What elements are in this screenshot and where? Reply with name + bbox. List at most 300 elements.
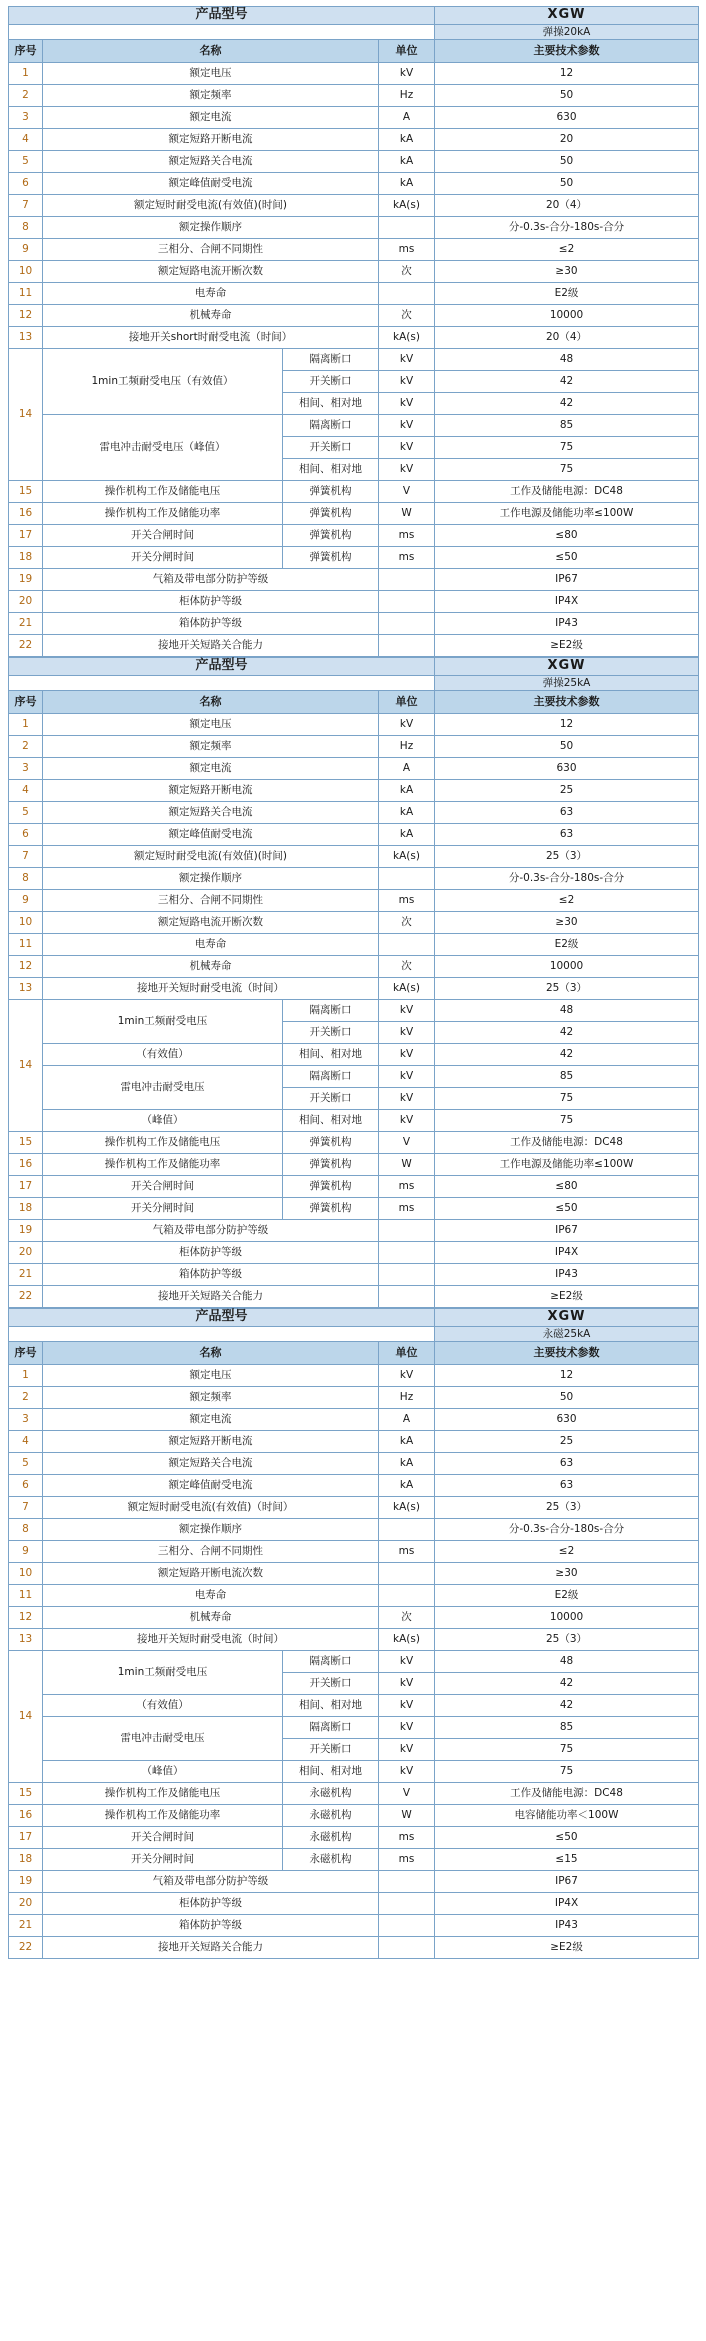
table-row	[9, 868, 699, 890]
group-sub-label: 隔离断口	[283, 1000, 379, 1022]
row-unit: kA	[379, 173, 435, 195]
row-unit: kA(s)	[379, 327, 435, 349]
row-no: 3	[9, 107, 43, 129]
row-sub-label: 永磁机构	[283, 1827, 379, 1849]
row-no: 6	[9, 824, 43, 846]
row-name: 操作机构工作及储能电压	[43, 1783, 283, 1805]
table-row	[9, 758, 699, 780]
table-row-group	[9, 1761, 699, 1783]
row-unit	[379, 591, 435, 613]
spec-table	[8, 1308, 699, 1959]
model-sub-header: 弹操25kA	[435, 675, 699, 690]
row-value: IP43	[435, 613, 699, 635]
table-row	[9, 956, 699, 978]
table-row	[9, 613, 699, 635]
row-no: 12	[9, 1607, 43, 1629]
row-unit: 次	[379, 1607, 435, 1629]
table-row	[9, 1541, 699, 1563]
table-row	[9, 591, 699, 613]
row-value: 85	[435, 1066, 699, 1088]
table-row	[9, 503, 699, 525]
row-unit: kV	[379, 1088, 435, 1110]
row-unit	[379, 283, 435, 305]
model-label-header: 产品型号	[9, 7, 435, 25]
row-value: 20	[435, 129, 699, 151]
row-no: 9	[9, 890, 43, 912]
row-name: 额定电流	[43, 758, 379, 780]
table-row	[9, 1607, 699, 1629]
table-row-group	[9, 1717, 699, 1739]
row-no: 4	[9, 1431, 43, 1453]
row-unit: ms	[379, 1849, 435, 1871]
row-no: 2	[9, 736, 43, 758]
row-unit: kV	[379, 63, 435, 85]
row-no: 13	[9, 327, 43, 349]
row-unit: kV	[379, 1651, 435, 1673]
row-no: 21	[9, 613, 43, 635]
row-name: 额定短时耐受电流(有效值)(时间)	[43, 195, 379, 217]
model-sub-blank	[9, 675, 435, 690]
row-value: 工作及储能电源：DC48	[435, 481, 699, 503]
table-row	[9, 1242, 699, 1264]
table-row	[9, 1805, 699, 1827]
row-value: ≤80	[435, 1176, 699, 1198]
table-row	[9, 283, 699, 305]
row-no: 16	[9, 1805, 43, 1827]
row-value: 工作及储能电源：DC48	[435, 1132, 699, 1154]
group-sub-label: 相间、相对地	[283, 459, 379, 481]
group-sub-label: 隔离断口	[283, 349, 379, 371]
table-column-header-row	[9, 1342, 699, 1365]
row-no: 6	[9, 173, 43, 195]
row-no: 17	[9, 525, 43, 547]
row-value: 42	[435, 371, 699, 393]
row-no: 10	[9, 912, 43, 934]
row-unit: Hz	[379, 85, 435, 107]
row-unit: kA(s)	[379, 195, 435, 217]
table-row-group	[9, 415, 699, 437]
row-value: 48	[435, 1000, 699, 1022]
row-unit: kA	[379, 129, 435, 151]
row-name: 额定操作顺序	[43, 868, 379, 890]
row-no: 22	[9, 1937, 43, 1959]
row-no: 21	[9, 1264, 43, 1286]
row-value: IP4X	[435, 591, 699, 613]
group-label: （峰值）	[43, 1761, 283, 1783]
row-name: 开关分闸时间	[43, 1849, 283, 1871]
model-label-header: 产品型号	[9, 1309, 435, 1327]
row-value: 63	[435, 1475, 699, 1497]
row-sub-label: 弹簧机构	[283, 525, 379, 547]
col-header-unit: 单位	[379, 40, 435, 63]
row-name: 额定短路开断电流次数	[43, 1563, 379, 1585]
row-value: 工作电源及储能功率≤100W	[435, 503, 699, 525]
row-no: 9	[9, 1541, 43, 1563]
table-row	[9, 1198, 699, 1220]
row-name: 三相分、合闸不同期性	[43, 890, 379, 912]
row-name: 接地开关短路关合能力	[43, 1937, 379, 1959]
row-no: 13	[9, 1629, 43, 1651]
row-no: 5	[9, 151, 43, 173]
row-name: 额定电流	[43, 107, 379, 129]
table-row	[9, 1497, 699, 1519]
model-sub-blank	[9, 24, 435, 39]
model-name-header: XGW	[435, 1309, 699, 1327]
group-label: 1min工频耐受电压	[43, 1651, 283, 1695]
table-row	[9, 1629, 699, 1651]
table-row	[9, 173, 699, 195]
row-value: 12	[435, 714, 699, 736]
row-no: 12	[9, 956, 43, 978]
row-name: 额定峰值耐受电流	[43, 1475, 379, 1497]
row-no: 7	[9, 1497, 43, 1519]
row-unit: kV	[379, 415, 435, 437]
row-value: ≤2	[435, 239, 699, 261]
row-unit: kV	[379, 437, 435, 459]
row-value: 42	[435, 393, 699, 415]
row-no: 1	[9, 714, 43, 736]
table-row	[9, 1849, 699, 1871]
row-unit: kV	[379, 1739, 435, 1761]
row-value: IP67	[435, 1220, 699, 1242]
table-row	[9, 481, 699, 503]
table-row	[9, 1871, 699, 1893]
row-value: ≤50	[435, 547, 699, 569]
row-unit: kV	[379, 459, 435, 481]
table-row	[9, 934, 699, 956]
row-value: E2级	[435, 1585, 699, 1607]
row-unit	[379, 868, 435, 890]
model-sub-header: 永磁25kA	[435, 1326, 699, 1341]
table-row	[9, 1783, 699, 1805]
row-value: 75	[435, 437, 699, 459]
row-no: 8	[9, 217, 43, 239]
row-value: 75	[435, 459, 699, 481]
table-row	[9, 1132, 699, 1154]
row-value: ≤80	[435, 525, 699, 547]
row-value: 42	[435, 1695, 699, 1717]
row-value: ≤2	[435, 890, 699, 912]
table-row	[9, 736, 699, 758]
model-sub-blank	[9, 1326, 435, 1341]
row-sub-label: 弹簧机构	[283, 503, 379, 525]
group-sub-label: 隔离断口	[283, 415, 379, 437]
row-sub-label: 弹簧机构	[283, 1198, 379, 1220]
row-no: 11	[9, 1585, 43, 1607]
row-value: 25	[435, 1431, 699, 1453]
row-unit: kV	[379, 1673, 435, 1695]
row-name: 柜体防护等级	[43, 1893, 379, 1915]
group-label: 雷电冲击耐受电压（峰值）	[43, 415, 283, 481]
table-row	[9, 327, 699, 349]
col-header-name: 名称	[43, 691, 379, 714]
row-value: IP67	[435, 1871, 699, 1893]
row-value: 分-0.3s-合分-180s-合分	[435, 868, 699, 890]
row-no: 17	[9, 1827, 43, 1849]
row-unit: A	[379, 107, 435, 129]
row-no: 18	[9, 1198, 43, 1220]
row-name: 箱体防护等级	[43, 1264, 379, 1286]
row-name: 接地开关短路关合能力	[43, 1286, 379, 1308]
row-unit	[379, 569, 435, 591]
table-header-submodel-row	[9, 1326, 699, 1341]
row-no: 14	[9, 1000, 43, 1132]
row-name: 额定短时耐受电流(有效值)(时间)	[43, 846, 379, 868]
row-unit: kV	[379, 349, 435, 371]
row-value: IP43	[435, 1915, 699, 1937]
row-no: 7	[9, 195, 43, 217]
group-sub-label: 开关断口	[283, 1088, 379, 1110]
table-row	[9, 1475, 699, 1497]
row-value: ≥E2级	[435, 635, 699, 657]
row-no: 22	[9, 635, 43, 657]
group-sub-label: 开关断口	[283, 437, 379, 459]
table-header-model-row	[9, 7, 699, 25]
group-sub-label: 开关断口	[283, 1022, 379, 1044]
spec-table	[8, 657, 699, 1308]
table-header-submodel-row	[9, 24, 699, 39]
row-unit: ms	[379, 1198, 435, 1220]
group-sub-label: 开关断口	[283, 1739, 379, 1761]
row-unit: kV	[379, 1365, 435, 1387]
row-value: 75	[435, 1739, 699, 1761]
row-value: 85	[435, 415, 699, 437]
row-unit	[379, 635, 435, 657]
row-unit: kA(s)	[379, 978, 435, 1000]
row-value: 50	[435, 173, 699, 195]
table-row	[9, 1286, 699, 1308]
row-no: 9	[9, 239, 43, 261]
row-unit	[379, 1893, 435, 1915]
row-no: 1	[9, 63, 43, 85]
row-sub-label: 永磁机构	[283, 1849, 379, 1871]
row-no: 22	[9, 1286, 43, 1308]
col-header-no: 序号	[9, 1342, 43, 1365]
row-name: 接地开关short时耐受电流（时间）	[43, 327, 379, 349]
row-unit: kA	[379, 1453, 435, 1475]
row-name: 额定电压	[43, 714, 379, 736]
row-unit: kV	[379, 1761, 435, 1783]
row-unit: kA	[379, 780, 435, 802]
tables-container	[8, 6, 698, 1959]
col-header-name: 名称	[43, 1342, 379, 1365]
group-label: （有效值）	[43, 1695, 283, 1717]
group-sub-label: 相间、相对地	[283, 1761, 379, 1783]
table-row	[9, 1431, 699, 1453]
table-row	[9, 912, 699, 934]
row-no: 21	[9, 1915, 43, 1937]
row-value: 25（3）	[435, 978, 699, 1000]
row-unit	[379, 1563, 435, 1585]
table-column-header-row	[9, 40, 699, 63]
group-sub-label: 开关断口	[283, 1673, 379, 1695]
row-unit: kV	[379, 1000, 435, 1022]
row-value: 10000	[435, 1607, 699, 1629]
row-unit: kA	[379, 1431, 435, 1453]
group-sub-label: 相间、相对地	[283, 1110, 379, 1132]
table-row	[9, 978, 699, 1000]
row-no: 1	[9, 1365, 43, 1387]
row-value: ≤15	[435, 1849, 699, 1871]
row-unit: W	[379, 503, 435, 525]
table-row-group	[9, 1044, 699, 1066]
row-unit: ms	[379, 890, 435, 912]
row-unit: kV	[379, 393, 435, 415]
row-name: 额定峰值耐受电流	[43, 173, 379, 195]
row-value: 75	[435, 1110, 699, 1132]
row-value: 25（3）	[435, 1497, 699, 1519]
table-row	[9, 1453, 699, 1475]
row-name: 额定短路电流开断次数	[43, 261, 379, 283]
row-value: E2级	[435, 934, 699, 956]
row-name: 操作机构工作及储能功率	[43, 1805, 283, 1827]
row-value: 工作电源及储能功率≤100W	[435, 1154, 699, 1176]
row-name: 额定频率	[43, 85, 379, 107]
row-no: 4	[9, 780, 43, 802]
table-row	[9, 107, 699, 129]
spec-table	[8, 6, 699, 657]
row-value: ≤50	[435, 1827, 699, 1849]
row-unit: kV	[379, 1695, 435, 1717]
row-name: 柜体防护等级	[43, 1242, 379, 1264]
row-unit	[379, 934, 435, 956]
row-unit: ms	[379, 525, 435, 547]
table-row-group	[9, 1000, 699, 1022]
row-unit: 次	[379, 261, 435, 283]
row-name: 箱体防护等级	[43, 1915, 379, 1937]
row-no: 18	[9, 1849, 43, 1871]
row-name: 电寿命	[43, 934, 379, 956]
row-sub-label: 永磁机构	[283, 1783, 379, 1805]
table-row	[9, 1585, 699, 1607]
group-label: （峰值）	[43, 1110, 283, 1132]
row-sub-label: 弹簧机构	[283, 481, 379, 503]
row-no: 15	[9, 481, 43, 503]
row-sub-label: 永磁机构	[283, 1805, 379, 1827]
row-value: IP67	[435, 569, 699, 591]
row-value: ≥30	[435, 261, 699, 283]
table-row	[9, 780, 699, 802]
row-no: 13	[9, 978, 43, 1000]
row-unit	[379, 1220, 435, 1242]
row-name: 机械寿命	[43, 956, 379, 978]
row-no: 5	[9, 1453, 43, 1475]
table-row	[9, 525, 699, 547]
row-name: 开关分闸时间	[43, 547, 283, 569]
table-row	[9, 1154, 699, 1176]
row-unit	[379, 1585, 435, 1607]
row-value: 12	[435, 1365, 699, 1387]
row-unit	[379, 1286, 435, 1308]
row-value: 25（3）	[435, 1629, 699, 1651]
row-value: 630	[435, 1409, 699, 1431]
row-no: 6	[9, 1475, 43, 1497]
row-no: 3	[9, 1409, 43, 1431]
row-value: 50	[435, 85, 699, 107]
row-unit: kA	[379, 824, 435, 846]
row-value: 12	[435, 63, 699, 85]
row-name: 额定短时耐受电流(有效值)（时间）	[43, 1497, 379, 1519]
row-unit: kA	[379, 802, 435, 824]
row-name: 操作机构工作及储能电压	[43, 481, 283, 503]
row-value: ≥30	[435, 1563, 699, 1585]
row-unit: kA(s)	[379, 1497, 435, 1519]
row-value: IP4X	[435, 1893, 699, 1915]
row-unit: kV	[379, 714, 435, 736]
row-unit: ms	[379, 1176, 435, 1198]
row-no: 14	[9, 1651, 43, 1783]
row-name: 机械寿命	[43, 305, 379, 327]
col-header-name: 名称	[43, 40, 379, 63]
row-no: 10	[9, 261, 43, 283]
group-label: （有效值）	[43, 1044, 283, 1066]
group-sub-label: 相间、相对地	[283, 393, 379, 415]
row-value: 85	[435, 1717, 699, 1739]
row-name: 操作机构工作及储能电压	[43, 1132, 283, 1154]
row-name: 额定短路关合电流	[43, 1453, 379, 1475]
row-value: 工作及储能电源：DC48	[435, 1783, 699, 1805]
row-no: 15	[9, 1783, 43, 1805]
row-name: 操作机构工作及储能功率	[43, 1154, 283, 1176]
row-name: 机械寿命	[43, 1607, 379, 1629]
row-unit: Hz	[379, 1387, 435, 1409]
group-sub-label: 隔离断口	[283, 1717, 379, 1739]
table-row	[9, 1176, 699, 1198]
row-unit: kV	[379, 1022, 435, 1044]
row-unit	[379, 217, 435, 239]
row-unit: kA(s)	[379, 1629, 435, 1651]
row-no: 19	[9, 569, 43, 591]
row-name: 操作机构工作及储能功率	[43, 503, 283, 525]
row-no: 20	[9, 591, 43, 613]
row-name: 额定频率	[43, 736, 379, 758]
col-header-unit: 单位	[379, 691, 435, 714]
row-no: 14	[9, 349, 43, 481]
row-unit	[379, 1519, 435, 1541]
col-header-value: 主要技术参数	[435, 1342, 699, 1365]
row-name: 电寿命	[43, 283, 379, 305]
row-name: 额定电流	[43, 1409, 379, 1431]
group-sub-label: 隔离断口	[283, 1066, 379, 1088]
table-header-submodel-row	[9, 675, 699, 690]
row-value: 10000	[435, 305, 699, 327]
row-name: 额定电压	[43, 63, 379, 85]
row-unit: W	[379, 1154, 435, 1176]
row-value: 10000	[435, 956, 699, 978]
row-no: 16	[9, 503, 43, 525]
row-no: 11	[9, 283, 43, 305]
table-row-group	[9, 1066, 699, 1088]
row-no: 16	[9, 1154, 43, 1176]
table-row	[9, 85, 699, 107]
row-sub-label: 弹簧机构	[283, 547, 379, 569]
row-name: 开关合闸时间	[43, 1827, 283, 1849]
row-value: 630	[435, 107, 699, 129]
row-no: 17	[9, 1176, 43, 1198]
row-unit: A	[379, 1409, 435, 1431]
row-value: 25（3）	[435, 846, 699, 868]
row-no: 20	[9, 1893, 43, 1915]
model-name-header: XGW	[435, 7, 699, 25]
row-value: IP43	[435, 1264, 699, 1286]
row-no: 5	[9, 802, 43, 824]
col-header-value: 主要技术参数	[435, 691, 699, 714]
row-value: ≤50	[435, 1198, 699, 1220]
row-no: 18	[9, 547, 43, 569]
row-name: 气箱及带电部分防护等级	[43, 1871, 379, 1893]
table-row-group	[9, 1110, 699, 1132]
row-value: 25	[435, 780, 699, 802]
